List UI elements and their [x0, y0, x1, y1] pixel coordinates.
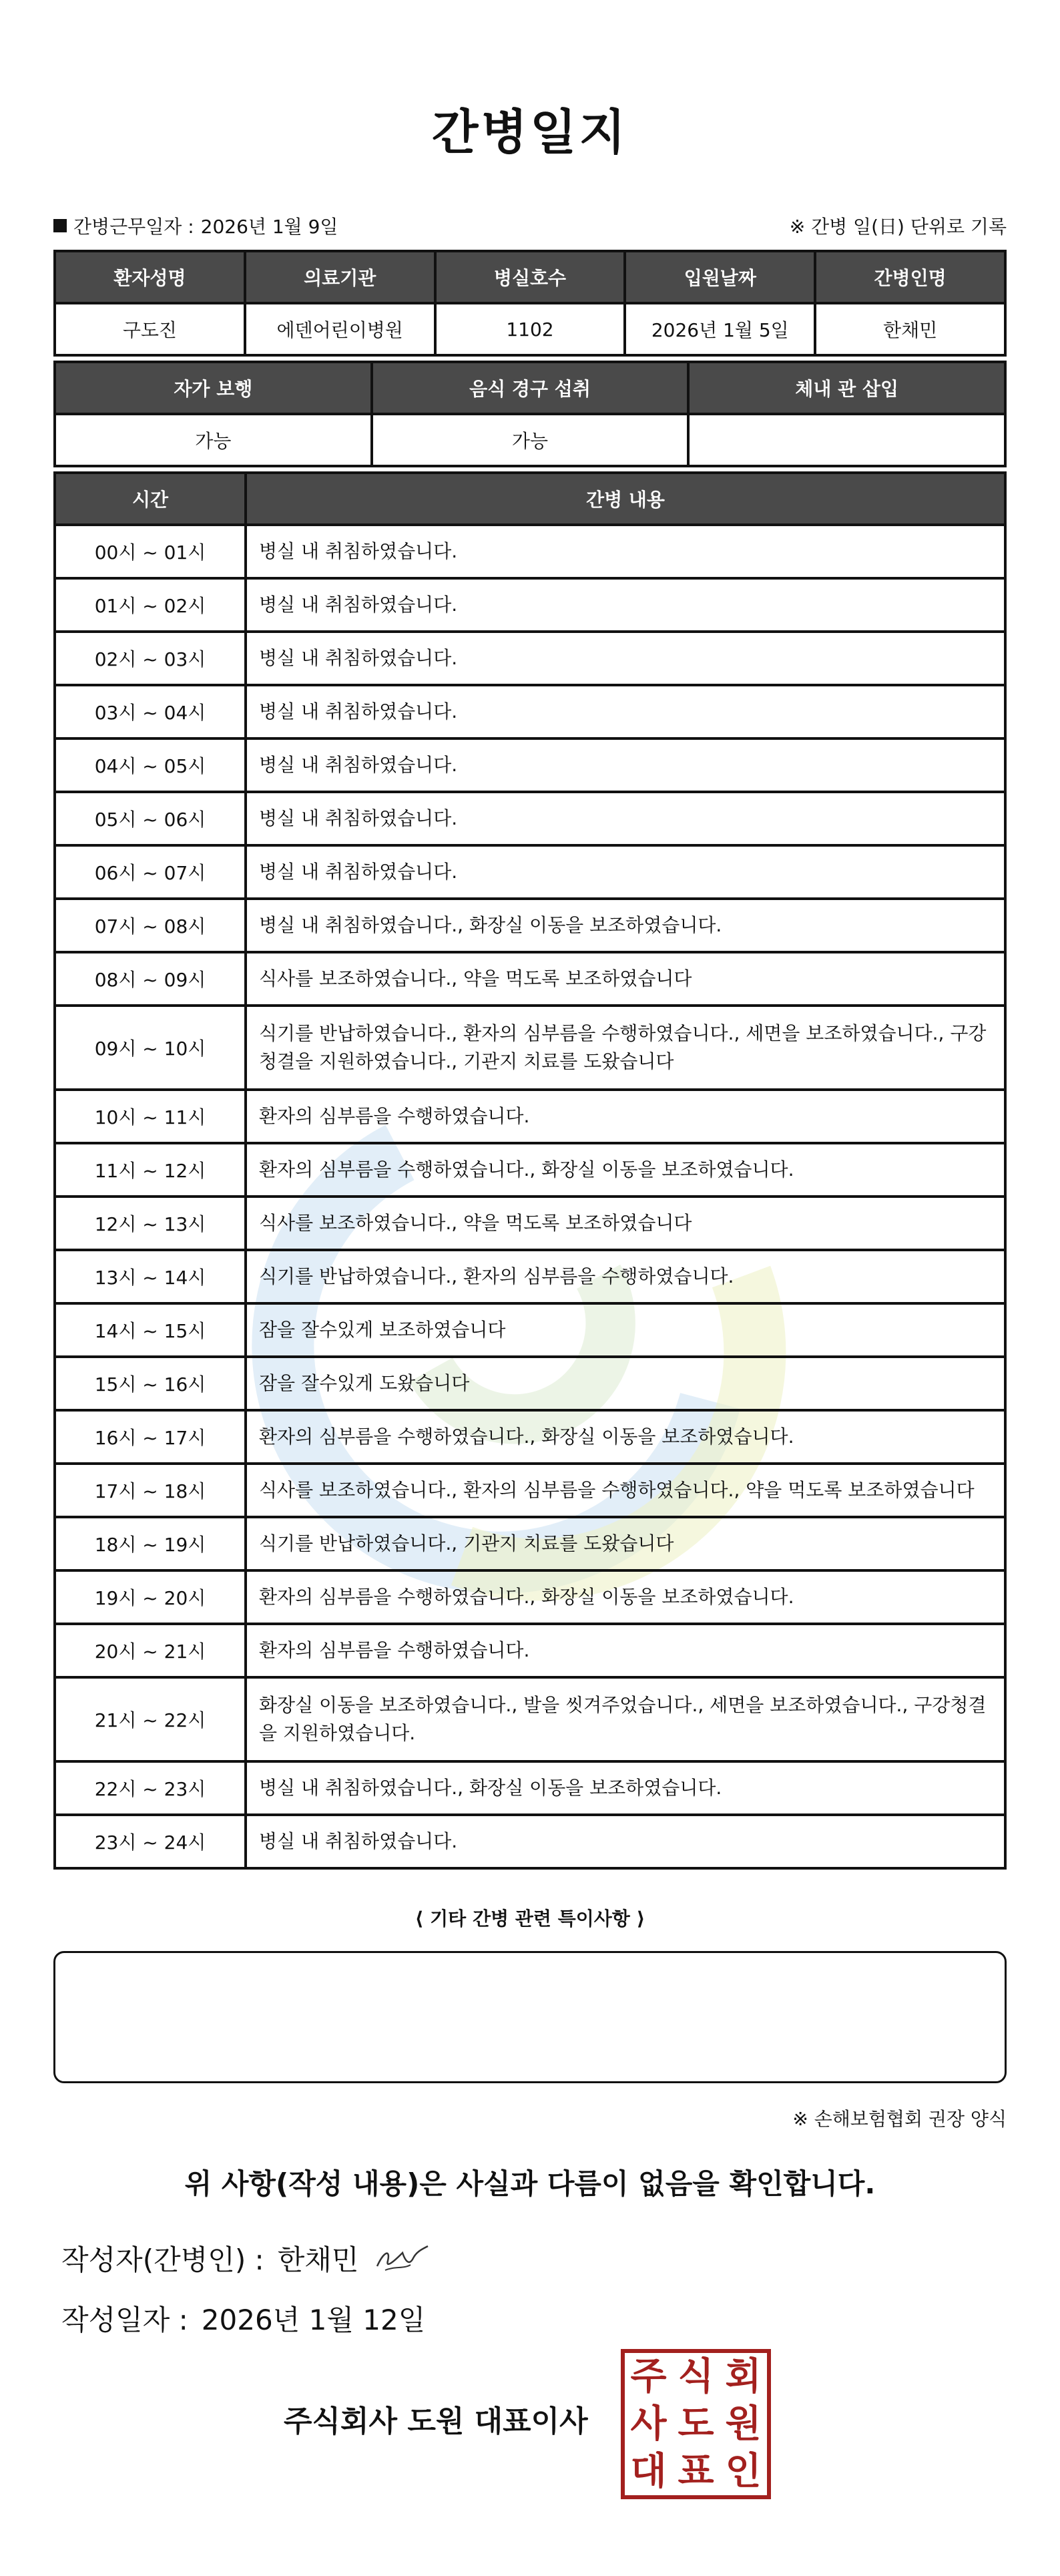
care-content-cell: 병실 내 취침하였습니다.: [246, 578, 1005, 632]
patient-name: 구도진: [55, 303, 245, 355]
table-row: [55, 1250, 1005, 1303]
care-content-cell: 환자의 심부름을 수행하였습니다., 화장실 이동을 보조하였습니다.: [246, 1410, 1005, 1464]
table-row: [55, 578, 1005, 632]
header-care-content: 간병 내용: [246, 473, 1005, 525]
care-content-cell: 병실 내 취침하였습니다., 화장실 이동을 보조하였습니다.: [246, 899, 1005, 952]
page-title: 간병일지: [431, 104, 629, 160]
time-cell: 15시 ~ 16시: [55, 1357, 246, 1410]
care-content-cell: 식사를 보조하였습니다., 환자의 심부름을 수행하였습니다., 약을 먹도록 보조하였습니다: [246, 1464, 1005, 1517]
time-cell: 22시 ~ 23시: [55, 1761, 246, 1815]
seal-character: 인: [725, 2449, 762, 2493]
table-row: [55, 845, 1005, 899]
time-cell: 09시 ~ 10시: [55, 1006, 246, 1090]
writer-line: [61, 2238, 432, 2278]
care-content-cell: 잠을 잘수있게 도왔습니다: [246, 1357, 1005, 1410]
table-row: [55, 1410, 1005, 1464]
table-row: [55, 632, 1005, 685]
care-content-cell: 식사를 보조하였습니다., 약을 먹도록 보조하였습니다: [246, 952, 1005, 1006]
care-content-cell: 병실 내 취침하였습니다.: [246, 1815, 1005, 1868]
time-cell: 04시 ~ 05시: [55, 738, 246, 792]
ability-table: [53, 361, 1007, 467]
care-content-cell: 병실 내 취침하였습니다.: [246, 792, 1005, 845]
time-cell: 05시 ~ 06시: [55, 792, 246, 845]
table-row: [55, 1143, 1005, 1197]
writer-label: 작성자(간병인) :: [61, 2243, 264, 2276]
table-row: [55, 1677, 1005, 1761]
work-date-label: 간병근무일자 :: [73, 216, 194, 238]
time-cell: 08시 ~ 09시: [55, 952, 246, 1006]
care-content-cell: 식사를 보조하였습니다., 약을 먹도록 보조하였습니다: [246, 1197, 1005, 1250]
table-row: [55, 1464, 1005, 1517]
time-cell: 20시 ~ 21시: [55, 1624, 246, 1677]
header-hospital: 의료기관: [245, 251, 435, 303]
table-row: [55, 1815, 1005, 1868]
table-row: [55, 685, 1005, 738]
table-row: [55, 525, 1005, 578]
header-self-walking: 자가 보행: [55, 362, 372, 414]
table-row: [55, 1357, 1005, 1410]
time-cell: 13시 ~ 14시: [55, 1250, 246, 1303]
caregiver-name: 한채민: [815, 303, 1005, 355]
writer-name: 한채민: [277, 2243, 359, 2276]
care-content-cell: 화장실 이동을 보조하였습니다., 발을 씻겨주었습니다., 세면을 보조하였습니다., 구강청결을 지원하였습니다.: [246, 1677, 1005, 1761]
table-row: [55, 738, 1005, 792]
table-row: [55, 1090, 1005, 1143]
care-content-cell: 병실 내 취침하였습니다., 화장실 이동을 보조하였습니다.: [246, 1761, 1005, 1815]
time-cell: 07시 ~ 08시: [55, 899, 246, 952]
work-date-value: 2026년 1월 9일: [200, 216, 338, 238]
work-date: [53, 212, 338, 239]
time-cell: 12시 ~ 13시: [55, 1197, 246, 1250]
time-cell: 23시 ~ 24시: [55, 1815, 246, 1868]
table-row: [55, 1624, 1005, 1677]
time-cell: 02시 ~ 03시: [55, 632, 246, 685]
care-content-cell: 병실 내 취침하였습니다.: [246, 632, 1005, 685]
header-time: 시간: [55, 473, 246, 525]
seal-character: 회: [725, 2354, 762, 2398]
table-row: [55, 1006, 1005, 1090]
table-row: [55, 1761, 1005, 1815]
care-content-cell: 병실 내 취침하였습니다.: [246, 525, 1005, 578]
written-date-label: 작성일자 :: [61, 2304, 188, 2336]
seal-character: 식: [678, 2354, 714, 2398]
care-content-cell: 잠을 잘수있게 보조하였습니다: [246, 1303, 1005, 1357]
extra-notes-box: [53, 1951, 1007, 2083]
care-content-cell: 병실 내 취침하였습니다.: [246, 738, 1005, 792]
time-cell: 06시 ~ 07시: [55, 845, 246, 899]
meta-row: [53, 212, 1007, 239]
company-signature: 주식회사 도원 대표이사: [284, 2404, 588, 2438]
header-caregiver: 간병인명: [815, 251, 1005, 303]
header-room: 병실호수: [435, 251, 625, 303]
care-content-cell: 환자의 심부름을 수행하였습니다.: [246, 1090, 1005, 1143]
table-row: [55, 1197, 1005, 1250]
extra-notes-title: ⟨ 기타 간병 관련 특이사항 ⟩: [415, 1908, 645, 1930]
care-content-cell: 병실 내 취침하였습니다.: [246, 845, 1005, 899]
time-cell: 21시 ~ 22시: [55, 1677, 246, 1761]
time-cell: 00시 ~ 01시: [55, 525, 246, 578]
time-cell: 17시 ~ 18시: [55, 1464, 246, 1517]
table-row: [55, 1517, 1005, 1570]
time-cell: 18시 ~ 19시: [55, 1517, 246, 1570]
room-number: 1102: [435, 303, 625, 355]
time-cell: 14시 ~ 15시: [55, 1303, 246, 1357]
unit-note: ※ 간병 일(日) 단위로 기록: [789, 216, 1007, 238]
time-cell: 19시 ~ 20시: [55, 1570, 246, 1624]
table-row: [55, 952, 1005, 1006]
care-content-cell: 환자의 심부름을 수행하였습니다., 화장실 이동을 보조하였습니다.: [246, 1143, 1005, 1197]
tube-insertion-value: [688, 414, 1005, 466]
table-row: [55, 792, 1005, 845]
table-row: [55, 1303, 1005, 1357]
seal-character: 대: [630, 2449, 667, 2493]
header-admission-date: 입원날짜: [625, 251, 815, 303]
table-row: [55, 1570, 1005, 1624]
time-cell: 01시 ~ 02시: [55, 578, 246, 632]
time-cell: 10시 ~ 11시: [55, 1090, 246, 1143]
time-cell: 16시 ~ 17시: [55, 1410, 246, 1464]
seal-character: 사: [630, 2402, 667, 2446]
hospital-name: 에덴어린이병원: [245, 303, 435, 355]
self-walking-value: 가능: [55, 414, 372, 466]
care-log-table: [53, 471, 1007, 1870]
care-content-cell: 병실 내 취침하였습니다.: [246, 685, 1005, 738]
signature-icon: [372, 2239, 432, 2277]
square-bullet-icon: [53, 219, 67, 232]
time-cell: 03시 ~ 04시: [55, 685, 246, 738]
patient-info-table: [53, 250, 1007, 357]
care-content-cell: 식기를 반납하였습니다., 기관지 치료를 도왔습니다: [246, 1517, 1005, 1570]
seal-character: 도: [678, 2402, 714, 2446]
admission-date: 2026년 1월 5일: [625, 303, 815, 355]
time-cell: 11시 ~ 12시: [55, 1143, 246, 1197]
header-tube-insertion: 체내 관 삽입: [688, 362, 1005, 414]
care-log-body: [55, 525, 1005, 1868]
care-content-cell: 식기를 반납하였습니다., 환자의 심부름을 수행하였습니다., 세면을 보조하였습니다., 구강청결을 지원하였습니다., 기관지 치료를 도왔습니다: [246, 1006, 1005, 1090]
header-oral-intake: 음식 경구 섭취: [372, 362, 689, 414]
written-date-line: [61, 2298, 425, 2338]
company-seal-stamp: [621, 2349, 771, 2499]
oral-intake-value: 가능: [372, 414, 689, 466]
confirm-statement: 위 사항(작성 내용)은 사실과 다름이 없음을 확인합니다.: [184, 2167, 876, 2200]
seal-character: 주: [630, 2354, 667, 2398]
care-content-cell: 환자의 심부름을 수행하였습니다.: [246, 1624, 1005, 1677]
recommend-note: ※ 손해보험협회 권장 양식: [792, 2108, 1007, 2130]
seal-character: 원: [725, 2402, 762, 2446]
header-patient-name: 환자성명: [55, 251, 245, 303]
care-content-cell: 식기를 반납하였습니다., 환자의 심부름을 수행하였습니다.: [246, 1250, 1005, 1303]
written-date-value: 2026년 1월 12일: [201, 2304, 426, 2336]
care-content-cell: 환자의 심부름을 수행하였습니다., 화장실 이동을 보조하였습니다.: [246, 1570, 1005, 1624]
seal-character: 표: [678, 2449, 714, 2493]
table-row: [55, 899, 1005, 952]
